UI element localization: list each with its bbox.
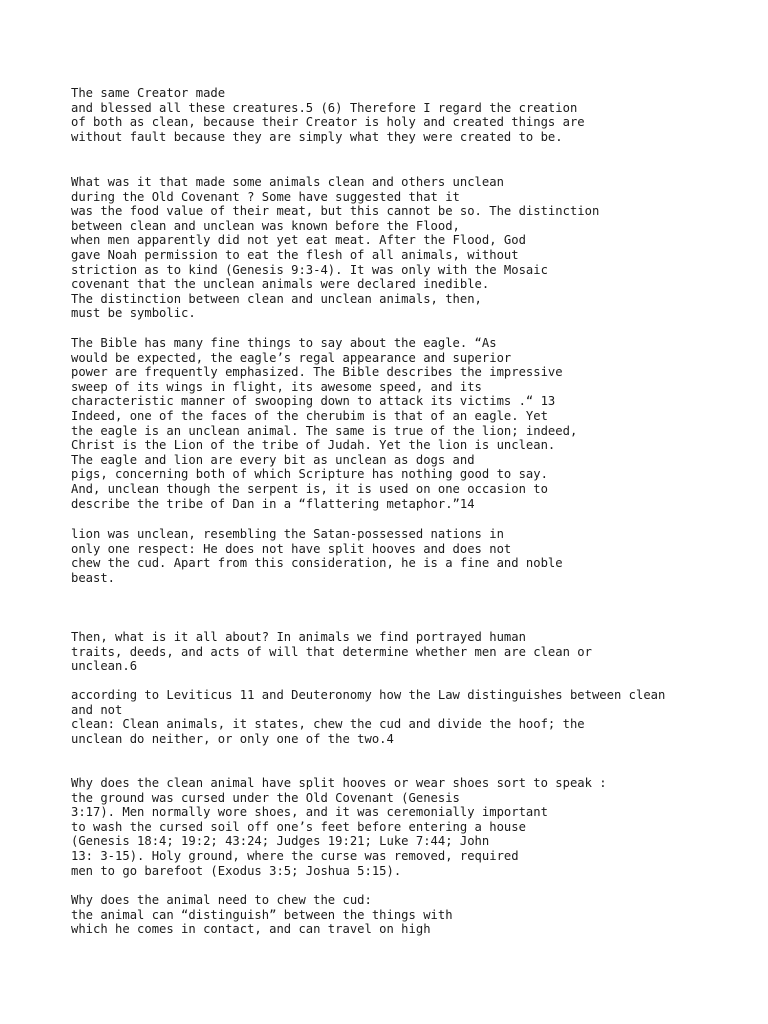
- paragraph-eagle-and-lion: The Bible has many fine things to say about the eagle. “As would be expected, the eagle’s regal appearance and superior power are frequently emphasized. The Bible describes the impressive sweep of its wings in flight, its awesome speed, and its characteristic manner of swooping down to attack its victims .“ 13 Indeed, one of the faces of the cherubim is that of an eagle. Yet the eagle is an unclean animal. The same is true of the lion; indeed, Christ is the Lion of the tribe of Judah. Yet the lion is unclean. The eagle and lion are every bit as unclean as dogs and pigs, concerning both of which Scripture has nothing good to say. And, unclean though the serpent is, it is used on one occasion to describe the tribe of Dan in a “flattering metaphor.”14: [71, 336, 578, 511]
- paragraph-creator-blessed: The same Creator made and blessed all these creatures.5 (6) Therefore I regard the creation of both as clean, because their Creator is holy and created things are without fault because they are simply what they were created to be.: [71, 86, 585, 144]
- paragraph-split-hooves: Why does the clean animal have split hooves or wear shoes sort to speak : the ground was cursed under the Old Covenant (Genesis 3:17). Men normally wore shoes, and it was ceremonially important to wash the cursed soil off one’s feet before entering a house (Genesis 18:4; 19:2; 43:24; Judges 19:21; Luke 7:44; John 13: 3-15). Holy ground, where the curse was removed, required men to go barefoot (Exodus 3:5; Joshua 5:15).: [71, 776, 607, 878]
- paragraph-chew-the-cud: Why does the animal need to chew the cud: the animal can “distinguish” between the things with which he comes in contact, and can travel on high: [71, 893, 453, 937]
- paragraph-leviticus-law: according to Leviticus 11 and Deuteronomy how the Law distinguishes between clean and not clean: Clean animals, it states, chew the cud and divide the hoof; the unclean do neither, or only one of the two.4: [71, 688, 666, 746]
- paragraph-lion-unclean: lion was unclean, resembling the Satan-possessed nations in only one respect: He does not have split hooves and does not chew the cud. Apart from this consideration, he is a fine and noble beast.: [71, 527, 563, 585]
- paragraph-clean-unclean-distinction: What was it that made some animals clean and others unclean during the Old Covenant ? Some have suggested that it was the food value of their meat, but this cannot be so. The distinction between clean and unclean was known before the Flood, when men apparently did not yet eat meat. After the Flood, God gave Noah permission to eat the flesh of all animals, without striction as to kind (Genesis 9:3-4). It was only with the Mosaic covenant that the unclean animals were declared inedible. The distinction between clean and unclean animals, then, must be symbolic.: [71, 175, 600, 321]
- paragraph-what-is-it-about: Then, what is it all about? In animals we find portrayed human traits, deeds, and acts of will that determine whether men are clean or unclean.6: [71, 630, 592, 674]
